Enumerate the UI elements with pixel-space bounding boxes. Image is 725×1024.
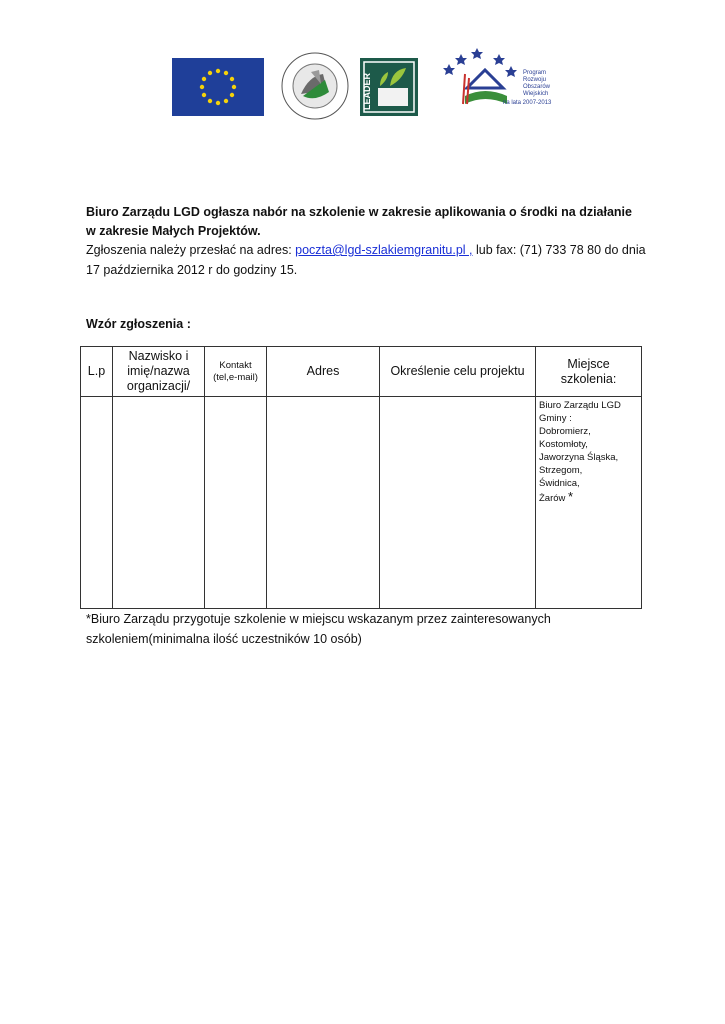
cell-goal[interactable] xyxy=(380,397,536,609)
cell-address[interactable] xyxy=(267,397,380,609)
leader-logo xyxy=(360,58,418,116)
heading-line-2: w zakresie Małych Projektów. xyxy=(86,224,261,238)
place-item: Jaworzyna Śląska, xyxy=(539,452,619,463)
place-item: Świdnica, xyxy=(539,478,580,489)
svg-text:Wiejskich: Wiejskich xyxy=(523,91,549,97)
svg-text:LEADER: LEADER xyxy=(362,72,372,110)
paragraph-fax: lub fax: (71) 733 78 80 do dnia xyxy=(476,243,646,257)
cell-contact[interactable] xyxy=(205,397,267,609)
footnote-line-1: *Biuro Zarządu przygotuje szkolenie w miejscu wskazanym przez zainteresowanych xyxy=(86,612,551,626)
header-name: Nazwisko i imię/nazwa organizacji/ xyxy=(113,347,205,397)
place-item: Dobromierz, xyxy=(539,426,591,437)
cell-place xyxy=(536,397,642,609)
announcement-heading xyxy=(86,203,646,241)
header-goal: Określenie celu projektu xyxy=(380,347,536,397)
footnote-line-2: szkoleniem(minimalna ilość uczestników 10 osób) xyxy=(86,632,362,646)
heading-line-1: Biuro Zarządu LGD ogłasza nabór na szkolenie w zakresie aplikowania o środki na działanie xyxy=(86,205,632,219)
application-form-table xyxy=(80,346,642,609)
svg-text:Obszarów: Obszarów xyxy=(523,84,551,90)
prow-logo xyxy=(441,44,559,116)
header-lp: L.p xyxy=(81,347,113,397)
header-address: Adres xyxy=(267,347,380,397)
eu-stars-icon xyxy=(172,58,264,116)
cell-lp[interactable] xyxy=(81,397,113,609)
szlakiem-granitu-logo xyxy=(279,50,351,122)
paragraph-prefix: Zgłoszenia należy przesłać na adres: xyxy=(86,243,292,257)
email-link[interactable]: poczta@lgd-szlakiemgranitu.pl , xyxy=(295,243,473,257)
table-row xyxy=(81,397,642,609)
place-item: Kostomłoty, xyxy=(539,439,588,450)
asterisk-mark: * xyxy=(568,489,574,504)
svg-text:na lata 2007-2013: na lata 2007-2013 xyxy=(503,100,552,106)
svg-text:Rozwoju: Rozwoju xyxy=(523,77,547,83)
place-item: Biuro Zarządu LGD xyxy=(539,400,621,411)
paragraph-deadline: 17 października 2012 r do godziny 15. xyxy=(86,263,298,277)
submission-paragraph xyxy=(86,240,666,280)
header-contact: Kontakt (tel,e-mail) xyxy=(205,347,267,397)
eu-flag-logo xyxy=(172,58,264,116)
place-item: Gminy : xyxy=(539,413,572,424)
svg-text:Program: Program xyxy=(523,70,547,76)
place-item: Strzegom, xyxy=(539,465,583,476)
table-header-row xyxy=(81,347,642,397)
header-place: Miejsce szkolenia: xyxy=(536,347,642,397)
place-item: Żarów * xyxy=(539,489,574,504)
cell-name[interactable] xyxy=(113,397,205,609)
form-title: Wzór zgłoszenia : xyxy=(86,317,191,331)
places-list xyxy=(536,397,641,507)
footnote xyxy=(86,609,656,649)
